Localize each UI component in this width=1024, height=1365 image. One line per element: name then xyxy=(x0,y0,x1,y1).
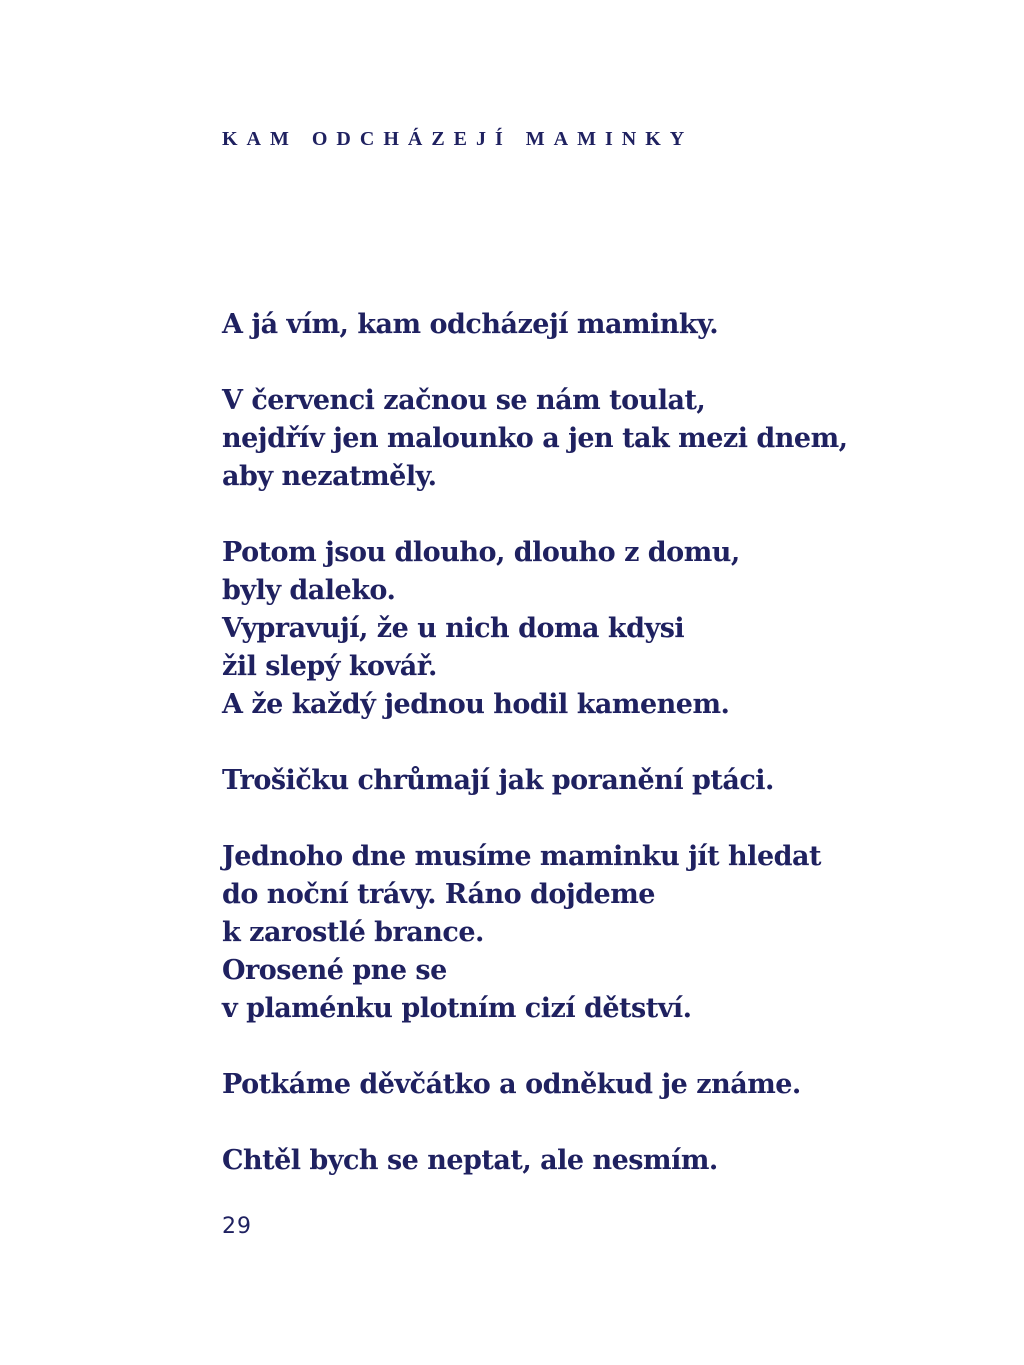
stanza xyxy=(222,382,982,496)
poem-line: k zarostlé brance. xyxy=(222,917,484,948)
poem-line: byly daleko. xyxy=(222,575,396,606)
poem-line: A já vím, kam odcházejí maminky. xyxy=(222,309,719,340)
poem-line: do noční trávy. Ráno dojdeme xyxy=(222,879,655,910)
poem-line: Potom jsou dlouho, dlouho z domu, xyxy=(222,537,740,568)
stanza xyxy=(222,762,982,800)
stanza xyxy=(222,306,982,344)
poem-line: aby nezatměly. xyxy=(222,461,437,492)
poem-line: nejdřív jen malounko a jen tak mezi dnem, xyxy=(222,423,848,454)
stanza xyxy=(222,1066,982,1104)
stanza xyxy=(222,838,982,1028)
poem-line: žil slepý kovář. xyxy=(222,651,437,682)
poem-line: V červenci začnou se nám toulat, xyxy=(222,385,706,416)
poem-body xyxy=(222,306,982,1218)
poem-line: Orosené pne se xyxy=(222,955,447,986)
running-title: KAM ODCHÁZEJÍ MAMINKY xyxy=(222,128,694,150)
page-number: 29 xyxy=(222,1214,252,1239)
poem-line: Trošičku chrůmají jak poranění ptáci. xyxy=(222,765,774,796)
poem-line: Potkáme děvčátko a odněkud je známe. xyxy=(222,1069,801,1100)
poem-line: Jednoho dne musíme maminku jít hledat xyxy=(222,841,821,872)
poem-line: A že každý jednou hodil kamenem. xyxy=(222,689,730,720)
poem-line: v plaménku plotním cizí dětství. xyxy=(222,993,692,1024)
stanza xyxy=(222,1142,982,1180)
poem-line: Vypravují, že u nich doma kdysi xyxy=(222,613,685,644)
poem-line: Chtěl bych se neptat, ale nesmím. xyxy=(222,1145,718,1176)
stanza xyxy=(222,534,982,724)
